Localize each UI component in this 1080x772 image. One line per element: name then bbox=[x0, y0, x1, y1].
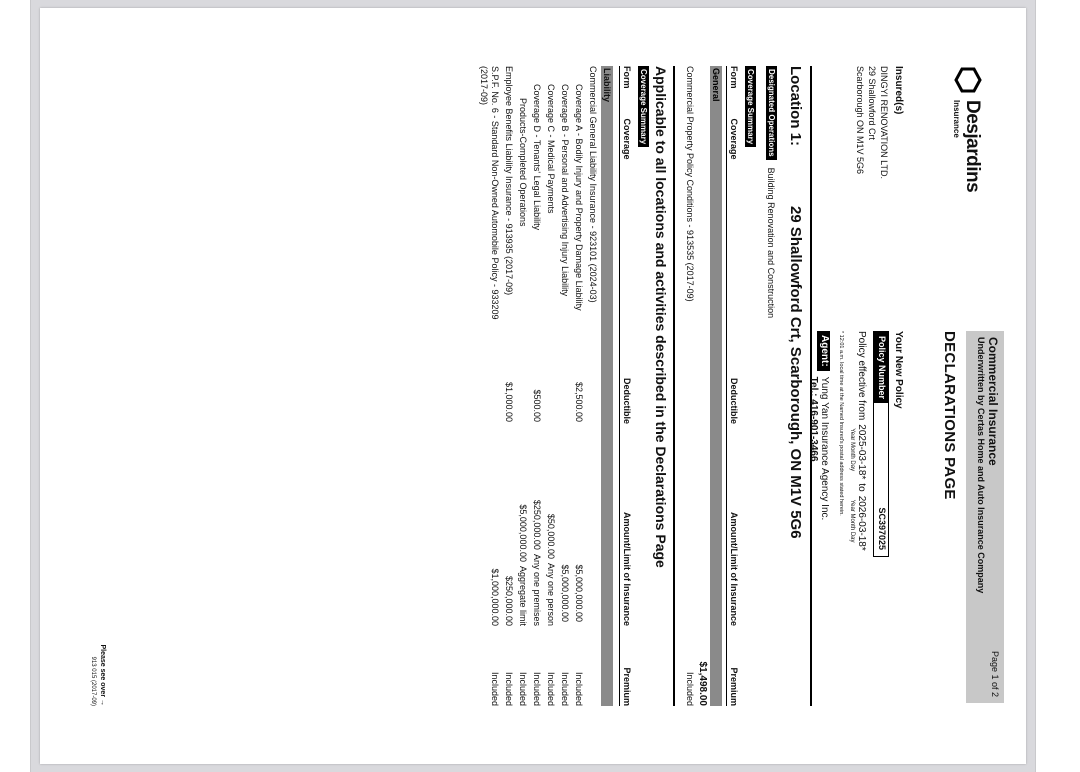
col-deductible: Deductible bbox=[622, 378, 632, 425]
coverage-summary-label: Coverage Summary bbox=[745, 66, 756, 147]
effective-label: Policy effective from bbox=[856, 331, 867, 421]
new-policy-label: Your New Policy bbox=[893, 331, 904, 409]
table-row bbox=[545, 66, 556, 706]
arrow-right-icon: → bbox=[99, 699, 106, 706]
to-label: to bbox=[856, 483, 867, 492]
form-cell: Commercial Property Policy Conditions - 913535 (2017-09) bbox=[685, 66, 695, 302]
amount-cell: $250,000.00 bbox=[504, 575, 514, 626]
liability-table-header bbox=[619, 66, 634, 706]
table-row bbox=[531, 66, 542, 706]
table-row bbox=[503, 66, 514, 706]
policy-effective bbox=[849, 331, 867, 703]
form-number: 913 015 (2017-09) bbox=[90, 656, 96, 706]
col-premium: Premium bbox=[729, 667, 739, 706]
desjardins-logo bbox=[952, 66, 982, 192]
from-date-caption: Year Month Day bbox=[849, 428, 855, 472]
table-row bbox=[685, 66, 695, 706]
page-header bbox=[808, 66, 1000, 706]
applicable-heading: Applicable to all locations and activities described in the Declarations Page bbox=[653, 66, 675, 706]
general-premium: $1,498.00 bbox=[697, 661, 708, 706]
brand-sub: Insurance bbox=[952, 100, 961, 138]
amount-cell: $5,000,000.00 bbox=[574, 564, 584, 622]
insured-street: 29 Shallowford Crt bbox=[867, 66, 877, 141]
policy-block bbox=[808, 331, 904, 703]
deductible-cell bbox=[559, 338, 570, 428]
policy-number-box bbox=[873, 331, 889, 557]
premium-cell: Included bbox=[685, 671, 695, 706]
agent-block bbox=[808, 331, 830, 703]
commercial-insurance-banner bbox=[966, 331, 1004, 703]
premium-cell: Included bbox=[560, 671, 570, 706]
coverage-cell: Coverage A - Bodily Injury and Property Damage Liability bbox=[574, 84, 584, 311]
coverage-cell: Coverage D - Tenants' Legal Liability bbox=[532, 84, 542, 231]
deductible-cell bbox=[517, 338, 528, 428]
to-date-caption: Year Month Day bbox=[849, 499, 855, 543]
effective-footnote: * 12:01 a.m. local time at the Named Insured's postal address stated herein. bbox=[838, 331, 844, 516]
designated-operations-value: Building Renovation and Construction bbox=[766, 167, 777, 319]
agent-phone: Tel.: 416-901-3466 bbox=[808, 376, 819, 462]
amount-cell: $50,000.00 Any one person bbox=[546, 513, 556, 626]
premium-cell: Included bbox=[546, 671, 556, 706]
amount-cell: $250,000.00 Any one premises bbox=[532, 499, 542, 626]
liability-lines bbox=[478, 66, 598, 706]
col-deductible: Deductible bbox=[729, 378, 739, 425]
deductible-cell: $2,500.00 bbox=[574, 381, 584, 422]
effective-to: 2026-03-18* bbox=[856, 495, 867, 551]
location-table-header bbox=[726, 66, 741, 706]
insured-block bbox=[854, 66, 904, 179]
col-form: Form Coverage bbox=[729, 66, 739, 160]
amount-cell: $5,000,000.00 bbox=[560, 564, 570, 622]
insured-name: DINGYI RENOVATION LTD. bbox=[879, 66, 889, 180]
document-sheet bbox=[40, 8, 1026, 764]
general-band bbox=[710, 66, 722, 706]
deductible-cell bbox=[545, 338, 556, 428]
next-page-edge bbox=[1035, 0, 1080, 772]
premium-cell: Included bbox=[490, 671, 500, 706]
see-over-note: Please see over → bbox=[99, 644, 106, 706]
banner-title: Commercial Insurance bbox=[986, 337, 1000, 466]
table-row bbox=[573, 66, 584, 706]
declarations-title: DECLARATIONS PAGE bbox=[941, 331, 958, 500]
deductible-cell: $500.00 bbox=[532, 389, 542, 422]
coverage-cell: Coverage C - Medical Payments bbox=[546, 84, 556, 214]
premium-cell: Included bbox=[574, 671, 584, 706]
table-row bbox=[559, 66, 570, 706]
liability-band: Liability bbox=[601, 66, 613, 706]
declarations-page bbox=[40, 8, 1026, 764]
insured-city: Scarborough ON M1V 5G6 bbox=[855, 66, 865, 175]
location-label: Location 1: bbox=[787, 66, 804, 147]
policy-number: SC397025 bbox=[877, 507, 887, 550]
form-cell: Employee Benefits Liability Insurance - 913935 (2017-09) bbox=[504, 66, 514, 296]
col-premium: Premium bbox=[622, 667, 632, 706]
coverage-cell: Products-Completed Operations bbox=[518, 98, 528, 227]
previous-page-edge bbox=[0, 0, 31, 772]
brand-name: Desjardins bbox=[962, 100, 983, 193]
form-cell: S.P.F. No. 6 - Standard Non-Owned Automobile Policy - 933209 (2017-09) bbox=[479, 66, 500, 320]
coverage-cell: Coverage B - Personal and Advertising Injury Liability bbox=[560, 84, 570, 297]
col-amount: Amount/Limit of Insurance bbox=[622, 511, 632, 626]
policy-number-label: Policy Number bbox=[874, 332, 888, 403]
designated-operations-label: Designated Operations bbox=[766, 66, 777, 160]
deductible-cell: $1,000.00 bbox=[504, 381, 514, 422]
page-indicator: Page 1 of 2 bbox=[990, 650, 1000, 697]
table-row bbox=[517, 66, 528, 706]
col-amount: Amount/Limit of Insurance bbox=[729, 511, 739, 626]
form-cell: Commercial General Liability Insurance - 923101 (2024-03) bbox=[588, 66, 598, 303]
premium-cell: Included bbox=[504, 671, 514, 706]
hexagon-logo-icon bbox=[954, 66, 982, 94]
premium-cell: Included bbox=[532, 671, 542, 706]
agent-name: Yung Yan Insurance Agency Inc. bbox=[819, 376, 830, 521]
table-row bbox=[587, 66, 598, 706]
agent-label: Agent: bbox=[817, 331, 830, 371]
general-label: General bbox=[711, 68, 721, 102]
amount-cell: $1,000,000.00 bbox=[490, 568, 500, 626]
effective-from: 2025-03-18* bbox=[856, 424, 867, 480]
designated-operations-row bbox=[766, 66, 777, 706]
premium-cell: Included bbox=[518, 671, 528, 706]
coverage-summary-label-2: Coverage Summary bbox=[638, 66, 649, 147]
underwriter-text: Underwritten by Certas Home and Auto Insurance Company bbox=[976, 337, 986, 594]
insured-label: Insured(s) bbox=[893, 66, 904, 115]
col-form: Form Coverage bbox=[622, 66, 632, 160]
location-address: 29 Shallowford Crt, Scarborough, ON M1V 5G6 bbox=[787, 206, 804, 539]
table-row bbox=[478, 66, 500, 706]
amount-cell: $5,000,000.00 Aggregate limit bbox=[518, 504, 528, 626]
